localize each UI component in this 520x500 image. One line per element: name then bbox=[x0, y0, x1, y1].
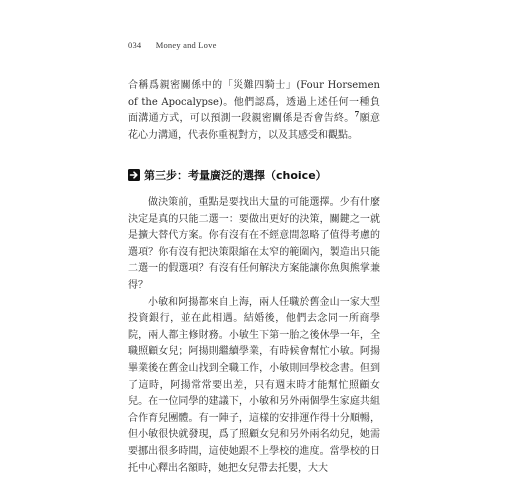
body-paragraph-1: 做決策前，重點是要找出大量的可能選擇。少有什麼決定是真的只能二選一：要做出更好的決策，關鍵之一就是擴大替代方案。你有沒有在不經意間忽略了值得考慮的選項？你有沒有把決策限縮在太窄的範圍內，製造出只能二選一的假選項？有沒有任何解決方案能讓你魚與熊掌兼得？ bbox=[128, 197, 380, 291]
body-paragraph-2: 小敏和阿揚都來自上海，兩人任職於舊金山一家大型投資銀行，並在此相遇。結婚後，他們去念同一所商學院，兩人都主修財務。小敏生下第一胎之後休學一年，全職照顧女兒；阿揚則繼續學業，有時候會幫忙小敏。阿揚畢業後在舊金山找到全職工作，小敏則回學校念書。但到了這時，阿揚常常要出差，只有週末時才能幫忙照顧女兒。在一位同學的建議下，小敏和另外兩個學生家庭共組合作育兒團體。有一陣子，這樣的安排運作得十分順暢，但小敏很快就發現，爲了照顧女兒和另外兩名幼兒，她需要挪出很多時間，這使她跟不上學校的進度。當學校的日托中心釋出名額時，她把女兒帶去托嬰，大大 bbox=[128, 296, 380, 474]
intro-paragraph bbox=[128, 78, 380, 144]
section-title: 第三步：考量廣泛的選擇（choice） bbox=[144, 169, 327, 182]
intro-text-b: 願意花心力溝通，代表你重視對方，以及其感受和觀點。 bbox=[128, 113, 380, 141]
running-header bbox=[128, 40, 217, 50]
book-title: Money and Love bbox=[155, 40, 217, 50]
intro-text-a: 合稱爲親密關係中的「災難四騎士」(Four Horsemen of the Apocalypse)。他們認爲，透過上述任何一種負面溝通方式，可以預測一段親密關係是否會告終。 bbox=[128, 80, 380, 125]
page-number: 034 bbox=[128, 40, 142, 50]
footnote-marker: 7 bbox=[354, 109, 360, 119]
right-arrow-box-icon bbox=[128, 169, 140, 181]
section-heading bbox=[128, 166, 388, 184]
body-text bbox=[128, 195, 380, 477]
